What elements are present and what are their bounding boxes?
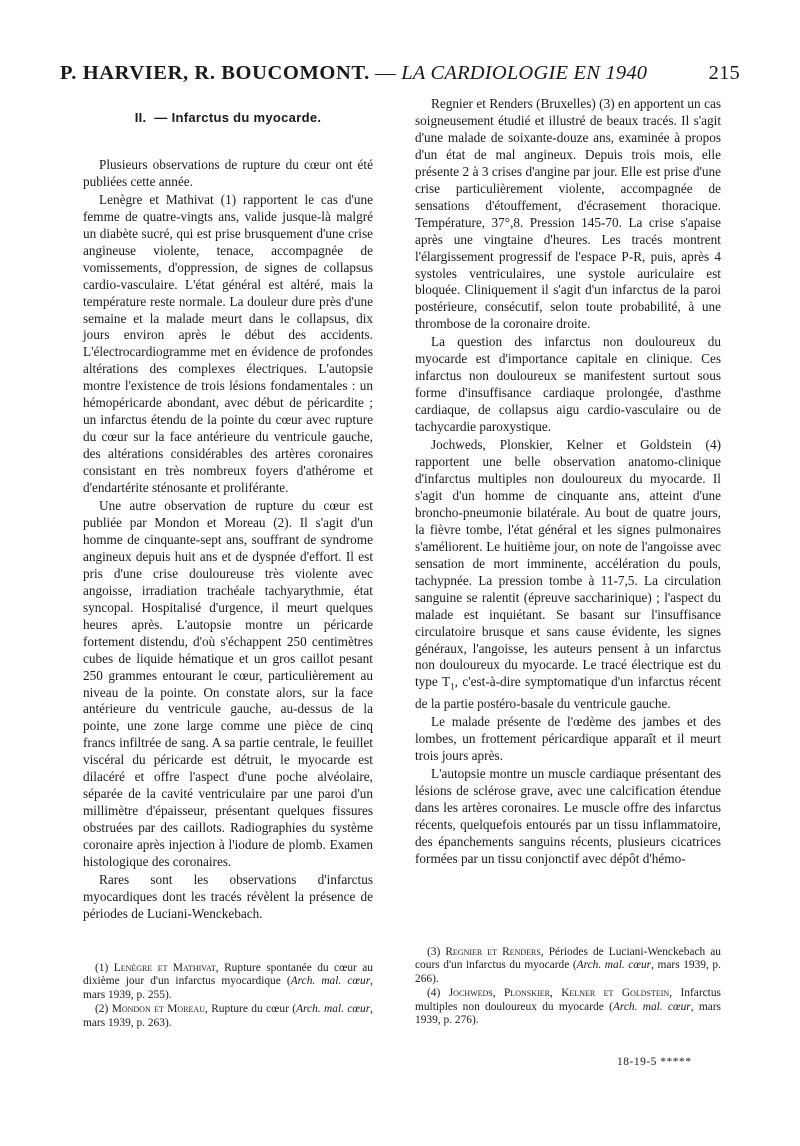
header-separator: — xyxy=(369,62,402,84)
footnote-authors: Jochweds, Plonskier, Kelner et Goldstein xyxy=(448,987,670,1000)
paragraph-text: Jochweds, Plonskier, Kelner et Goldstein (4) rapportent une belle observation anatomo-clinique d'infarctus multiples non douloureux du myocarde. Il s'agit d'un homme de cinquante ans, atteint d'une broncho-pneumonie bilatérale. Au bout de quatre jours, la fièvre tombe, l'état général et les signes pulmonaires s'améliorent. Le huitième jour, on note de l'angoisse avec sensation de mort imminente, accélération du pouls, tachypnée. La pression tombe à 11-7,5. La circulation sanguine se ralentit (épreuve saccharinique) ; l'aspect du malade est inquiétant. Se basant sur l'insuffisance circulatoire brusque et sans cause évidente, les signes généraux, l'angoisse, les auteurs pensent à un infarctus non douloureux du myocarde. Le tracé électrique est du type T xyxy=(415,437,721,690)
footnote-ref: , mars 1939, p. 255). xyxy=(83,975,373,1001)
footnote-ref: , mars 1939, p. 266). xyxy=(415,959,721,985)
page-number: 215 xyxy=(708,62,740,84)
right-column xyxy=(415,96,721,868)
footnotes-right xyxy=(415,946,721,1028)
section-heading xyxy=(83,110,373,127)
footnote-number: (4) xyxy=(427,987,441,1000)
footnote-number: (1) xyxy=(95,962,109,974)
footnote-ref: , mars 1939, p. 263). xyxy=(83,1003,373,1029)
printer-signature: 18-19-5 ***** xyxy=(617,1056,692,1068)
footnote-journal: Arch. mal. cœur xyxy=(290,975,371,988)
paragraph: Une autre observation de rupture du cœur est publiée par Mondon et Moreau (2). Il s'agit d'un homme de cinquante-sept ans, souffrant de syndrome angineux depuis huit ans et de dyspnée d'effort. Il est pris d'une crise douloureuse très violente avec angoisse, irradiation trachéale tachyarythmie, état syncopal. Hospitalisé d'urgence, il meurt quelques heures après. L'autopsie montre un péricarde fortement distendu, d'où s'échappent 250 centimètres cubes de liquide hématique et un gros caillot pesant 250 grammes entourant le cœur, particulièrement au niveau de la pointe. On constate alors, sur la face antérieure du ventricule gauche, au-dessus de la pointe, une zone large comme une pièce de cinq francs infiltrée de sang. A sa partie centrale, le feuillet viscéral du péricarde est détruit, le myocarde est dilacéré et offre l'aspect d'une poche alvéolaire, séparée de la cavité ventriculaire par une paroi d'un millimètre d'épaisseur, présentant quelques fissures obstruées par des caillots. Radiographies du système coronaire après injection à l'iodure de plomb. Examen histologique des coronaires. xyxy=(83,498,373,870)
footnote xyxy=(415,987,721,1027)
paragraph xyxy=(415,437,721,713)
paragraph: Plusieurs observations de rupture du cœur ont été publiées cette année. xyxy=(83,156,373,189)
footnote-text: , Rupture du cœur ( xyxy=(204,1003,297,1016)
section-number: II. xyxy=(134,110,147,125)
subscript: 1 xyxy=(450,682,455,693)
footnote xyxy=(83,1003,373,1030)
footnote-ref: , mars 1939, p. 276). xyxy=(415,1000,721,1027)
header-authors: P. HARVIER, R. BOUCOMONT. xyxy=(60,62,370,84)
section-title: — Infarctus du myocarde. xyxy=(154,110,322,125)
paragraph: Lenègre et Mathivat (1) rapportent le cas d'une femme de quatre-vingts ans, valide jusque-là malgré un diabète sucré, qui est prise brusquement d'une crise angineuse violente, tenace, accompagnée de vomissements, d'oppression, de signes de collapsus cardio-vasculaire. L'état général est altéré, mais la température reste normale. La douleur dure près d'une semaine et la malade meurt dans le collapsus, dix jours environ après le début des accidents. L'électrocardiogramme met en évidence de profondes altérations des complexes électriques. L'autopsie montre l'existence de trois lésions fondamentales : un hémopéricarde abondant, avec début de péricardite ; un infarctus étendu de la pointe du cœur avec rupture du cœur sur la face antérieure du ventricule gauche, des altérations considérables des artères coronaires consistant en très nombreux foyers d'athérome et d'endartérite sténosante et proliférante. xyxy=(83,191,373,496)
footnote-journal: Arch. mal. cœur xyxy=(612,1000,691,1013)
footnote-authors: Lenègre et Mathivat xyxy=(113,962,216,974)
header-title: LA CARDIOLOGIE EN 1940 xyxy=(401,62,648,84)
paragraph: Regnier et Renders (Bruxelles) (3) en apportent un cas soigneusement étudié et illustré de beaux tracés. Il s'agit d'une malade de soixante-douze ans, examinée à propos d'un état de mal angineux. Depuis trois mois, elle présente 2 à 3 crises d'angine par jour. Elle est prise d'une crise particulièrement violente, accompagnée de sensations d'étouffement, d'écrasement thoracique. Température, 37°,8. Pression 145-70. La crise s'apaise après une vingtaine d'heures. Les tracés montrent l'élargissement progressif de l'espace P-R, puis, après 4 systoles ventriculaires, une systole auriculaire est bloquée. Cliniquement il s'agit d'un infarctus de la paroi postérieure, consécutif, selon toute probabilité, à une thrombose de la coronaire droite. xyxy=(415,96,721,332)
footnote-text: , Périodes de Luciani-Wenckebach au cours d'un infarctus du myocarde ( xyxy=(415,946,721,972)
footnote-authors: Regnier et Renders xyxy=(445,946,541,958)
footnote-number: (2) xyxy=(95,1003,109,1016)
footnote-text: , Rupture spontanée du cœur au dixième jour d'un infarctus myocardique ( xyxy=(83,962,373,988)
footnote-text: , Infarctus multiples non douloureux du myocarde ( xyxy=(415,987,721,1013)
footnotes-left xyxy=(83,962,373,1031)
footnote-journal: Arch. mal. cœur xyxy=(576,959,652,972)
paragraph: La question des infarctus non douloureux du myocarde est d'importance capitale en clinique. Ces infarctus non douloureux se manifestent surtout sous forme d'insuffisance cardiaque prolongée, d'asthme cardiaque, de collapsus aigu cardio-vasculaire ou de tachycardie paroxystique. xyxy=(415,334,721,435)
left-column xyxy=(83,96,373,923)
footnote-number: (3) xyxy=(427,946,441,958)
paragraph-text: , c'est-à-dire symptomatique d'un infarctus récent de la partie postéro-basale du ventricule gauche. xyxy=(415,674,721,711)
paragraph: Le malade présente de l'œdème des jambes et des lombes, un frottement péricardique apparaît et il meurt trois jours après. xyxy=(415,713,721,763)
paragraph: L'autopsie montre un muscle cardiaque présentant des lésions de sclérose grave, avec une calcification étendue dans les artères coronaires. Le muscle offre des infarctus récents, quelquefois entourés par un tissu inflammatoire, des épanchements sanguins récents, plusieurs cicatrices formées par un tissu conjonctif avec dépôt d'hémo- xyxy=(415,765,721,866)
paragraph: Rares sont les observations d'infarctus myocardiques dont les tracés révèlent la présence de périodes de Luciani-Wenckebach. xyxy=(83,871,373,921)
footnote xyxy=(415,946,721,986)
running-header xyxy=(60,62,740,92)
footnote xyxy=(83,962,373,1002)
footnote-journal: Arch. mal. cœur xyxy=(296,1003,371,1016)
footnote-authors: Mondon et Moreau xyxy=(111,1003,205,1016)
